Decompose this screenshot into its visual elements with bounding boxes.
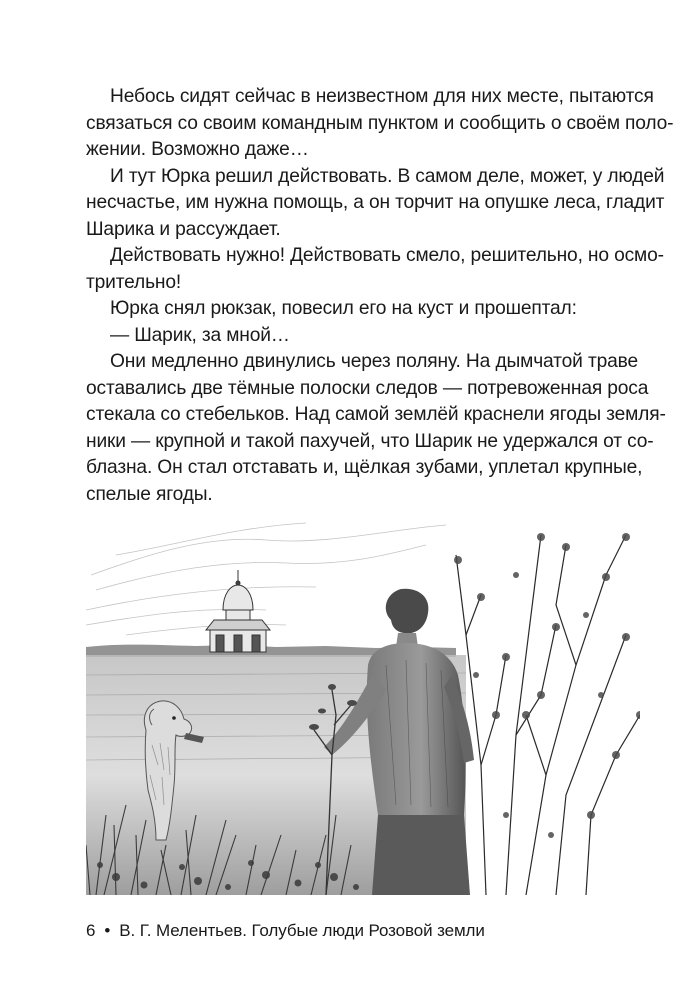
- paragraph-line: Они медленно двинулись через поляну. На дымчатой траве: [110, 351, 638, 372]
- paragraph-line: Небось сидят сейчас в неизвестном для них месте, пытаются: [110, 86, 654, 107]
- body-text: [86, 84, 674, 508]
- page-number: 6: [86, 921, 96, 940]
- paragraph-line: трительно!: [86, 271, 182, 293]
- paragraph-line: жении. Возможно даже…: [86, 139, 309, 160]
- paragraph-line: блазна. Он стал отставать и, щёлкая зубами, уплетал крупные,: [86, 457, 643, 478]
- paragraph-line: оставались две тёмные полоски следов — потревоженная роса: [86, 377, 649, 399]
- paragraph-line: Шарика и рассуждает.: [86, 218, 281, 240]
- illustration: [86, 515, 640, 895]
- paragraph-line: Действовать нужно! Действовать смело, решительно, но осмо-: [110, 245, 664, 266]
- paragraph-line: связаться со своим командным пунктом и сообщить о своём поло-: [86, 112, 674, 134]
- footer-bullet: •: [104, 921, 111, 940]
- paragraph-line: И тут Юрка решил действовать. В самом деле, может, у людей: [110, 165, 665, 187]
- right-bushes: [456, 535, 640, 895]
- paragraph-line: стекала со стебельков. Над самой землёй краснели ягоды земля-: [86, 404, 666, 425]
- book-title: В. Г. Мелентьев. Голубые люди Розовой земли: [119, 921, 485, 940]
- paragraph-line: несчастье, им нужна помощь, а он торчит на опушке леса, гладит: [86, 192, 665, 213]
- paragraph-line: Юрка снял рюкзак, повесил его на куст и прошептал:: [110, 298, 577, 319]
- page-footer: [86, 920, 485, 942]
- paragraph-line: — Шарик, за мной…: [110, 324, 290, 346]
- paragraph-line: спелые ягоды.: [86, 483, 213, 505]
- chapel: [206, 570, 270, 652]
- paragraph-line: ники — крупной и такой пахучей, что Шарик не удержался от со-: [86, 430, 654, 452]
